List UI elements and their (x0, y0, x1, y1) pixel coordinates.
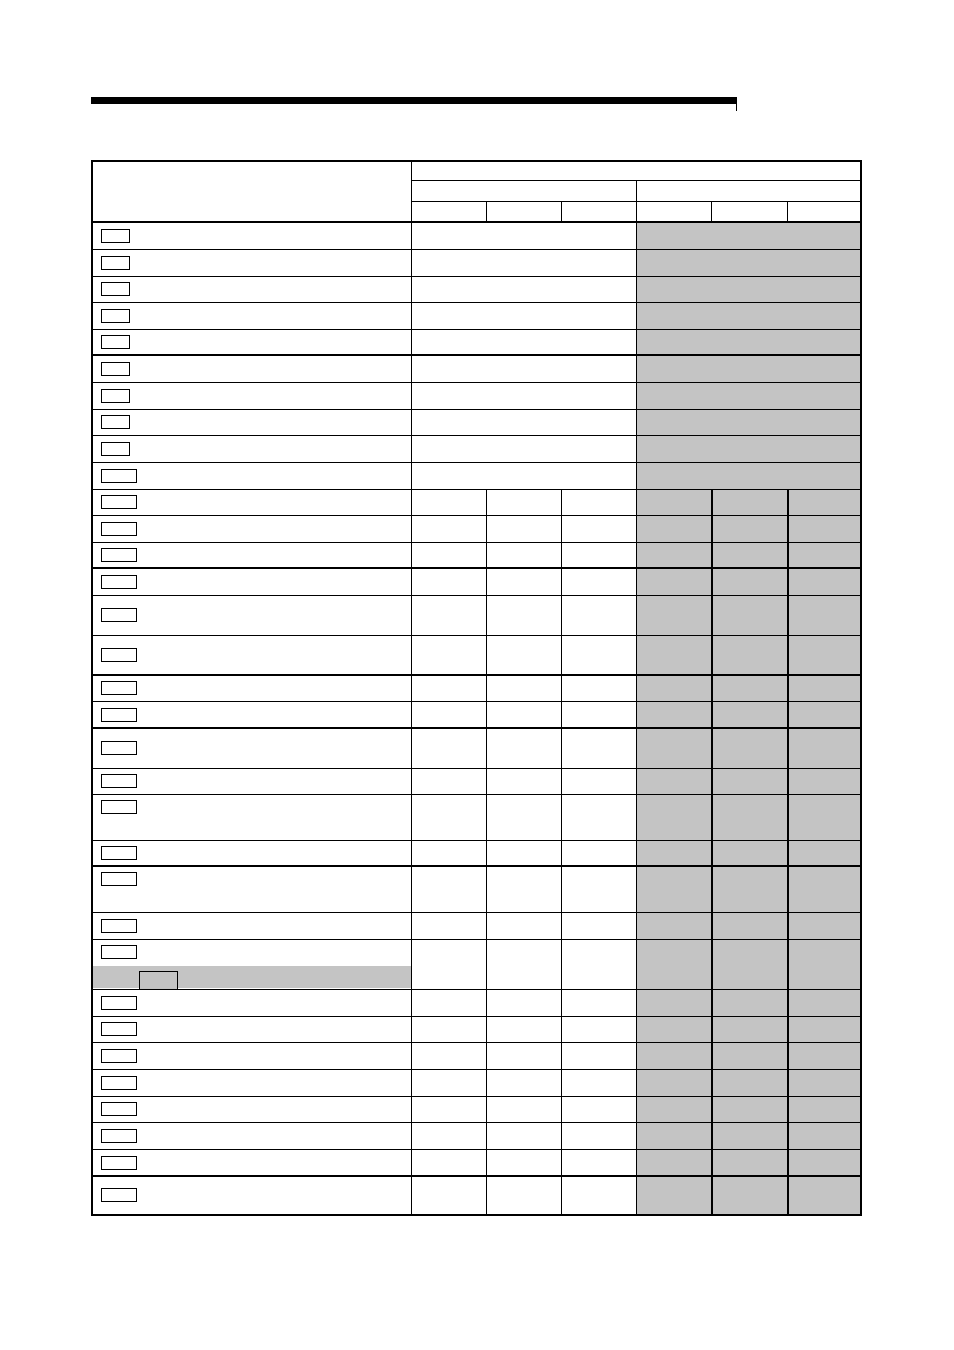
row-code-box (101, 774, 137, 788)
row-code-box (101, 575, 137, 589)
row-separator (93, 302, 860, 303)
body-subcol-divider (561, 489, 562, 1214)
body-divider-label (411, 222, 412, 1214)
row-code-box (101, 648, 137, 662)
header-divider-label (411, 162, 412, 222)
row-code-box (101, 608, 137, 622)
body-subcol-divider (711, 489, 713, 1214)
row-code-box (101, 872, 137, 886)
row-code-box (101, 919, 137, 933)
row-code-box (101, 256, 130, 270)
row-separator (93, 768, 860, 769)
specification-table (91, 160, 862, 1216)
header-subcol-divider (486, 201, 487, 222)
body-subcol-divider (787, 489, 789, 1214)
row-separator (93, 595, 860, 596)
row-separator (93, 912, 860, 913)
row-code-box (101, 996, 137, 1010)
row-code-box (101, 335, 130, 349)
row-code-box (101, 469, 137, 483)
body-divider-groups (636, 222, 637, 1214)
body-subcol-divider (486, 489, 487, 1214)
row-code-box (101, 548, 137, 562)
right-group-shade (636, 222, 860, 1214)
row-separator (93, 329, 860, 330)
row-separator (93, 435, 860, 436)
row-code-box (101, 1049, 137, 1063)
row-separator (93, 840, 860, 841)
row-code-box (101, 945, 137, 959)
row-separator (93, 701, 860, 702)
row-separator (93, 1042, 860, 1043)
row-separator (93, 865, 860, 867)
sub-code-box (139, 971, 178, 989)
top-rule (91, 97, 736, 104)
row-code-box (101, 846, 137, 860)
row-separator (93, 1149, 860, 1150)
row-code-box (101, 415, 130, 429)
row-separator (93, 989, 860, 990)
row-code-box (101, 442, 130, 456)
row-code-box (101, 800, 137, 814)
row-separator (93, 249, 860, 250)
row-code-box (101, 708, 137, 722)
row-code-box (101, 1156, 137, 1170)
row-code-box (101, 362, 130, 376)
header-subcol-divider (711, 201, 712, 222)
row-separator (93, 727, 860, 729)
row-separator (93, 382, 860, 383)
row-code-box (101, 1129, 137, 1143)
row-separator (93, 489, 860, 490)
row-code-box (101, 389, 130, 403)
row-separator (93, 409, 860, 410)
row-code-box (101, 309, 130, 323)
row-separator (93, 1069, 860, 1070)
row-code-box (101, 229, 130, 243)
row-separator (93, 674, 860, 676)
row-separator (93, 462, 860, 463)
row-code-box (101, 495, 137, 509)
header-bottom-rule (93, 221, 860, 223)
row-separator (93, 1016, 860, 1017)
row-separator (93, 1122, 860, 1123)
row-separator (93, 1096, 860, 1097)
row-code-box (101, 282, 130, 296)
row-separator (93, 567, 860, 569)
row-separator (93, 354, 860, 356)
row-separator (93, 276, 860, 277)
header-subcol-divider (561, 201, 562, 222)
row-code-box (101, 741, 137, 755)
row-code-box (101, 1076, 137, 1090)
row-separator (93, 635, 860, 636)
header-subcol-divider (787, 201, 788, 222)
row-code-box (101, 1102, 137, 1116)
row-separator (93, 515, 860, 516)
row-separator (93, 794, 860, 795)
row-code-box (101, 681, 137, 695)
row-code-box (101, 1188, 137, 1202)
row-separator (93, 542, 860, 543)
row-separator (93, 939, 860, 940)
row-separator (93, 1175, 860, 1177)
top-rule-tick (736, 97, 737, 111)
row-code-box (101, 1022, 137, 1036)
row-code-box (101, 522, 137, 536)
header-line-2 (411, 201, 860, 202)
